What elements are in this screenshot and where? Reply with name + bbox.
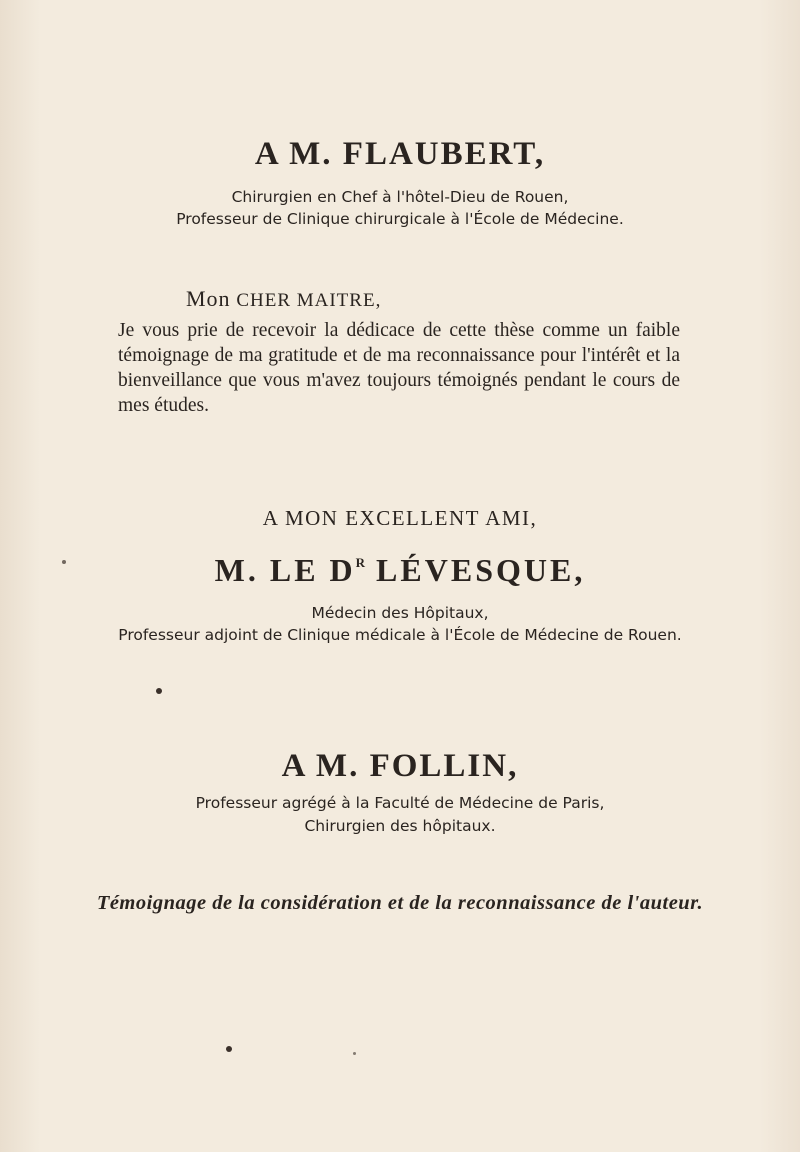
levesque-name: LÉVESQUE, xyxy=(365,552,586,588)
levesque-position-2: Professeur adjoint de Clinique médicale à l'École de Médecine de Rouen. xyxy=(118,626,682,644)
flaubert-position-1: Chirurgien en Chef à l'hôtel-Dieu de Rouen, xyxy=(231,188,569,206)
ink-spot xyxy=(62,560,66,564)
ink-spot xyxy=(226,1046,232,1052)
levesque-position-1: Médecin des Hôpitaux, xyxy=(311,604,489,622)
salutation-rest: CHER MAITRE, xyxy=(236,290,382,311)
dedication-paragraph: Je vous prie de recevoir la dédicace de cette thèse comme un faible témoignage de ma gratitude et de ma reconnaissance pour l'intérêt et la bienveillance que vous m'avez toujours témoignés pendant le cours de mes études. xyxy=(118,320,680,416)
salutation-cap: Mon xyxy=(186,286,231,311)
dedication-title-follin: A M. FOLLIN, xyxy=(281,748,519,784)
follin-position-2: Chirurgien des hôpitaux. xyxy=(304,817,496,835)
ink-spot xyxy=(156,688,162,694)
salutation xyxy=(186,286,381,312)
dedication-heading-friend: A MON EXCELLENT AMI, xyxy=(262,506,538,530)
dedication-title-flaubert: A M. FLAUBERT, xyxy=(254,136,546,172)
levesque-sup: R xyxy=(355,555,366,570)
dedication-title-levesque xyxy=(0,552,800,589)
ink-spot xyxy=(353,1052,356,1055)
follin-position-1: Professeur agrégé à la Faculté de Médecine de Paris, xyxy=(195,794,605,812)
closing-line: Témoignage de la considération et de la reconnaissance de l'auteur. xyxy=(96,892,704,914)
flaubert-position-2: Professeur de Clinique chirurgicale à l'École de Médecine. xyxy=(176,210,624,228)
levesque-prefix: M. LE D xyxy=(214,552,356,588)
